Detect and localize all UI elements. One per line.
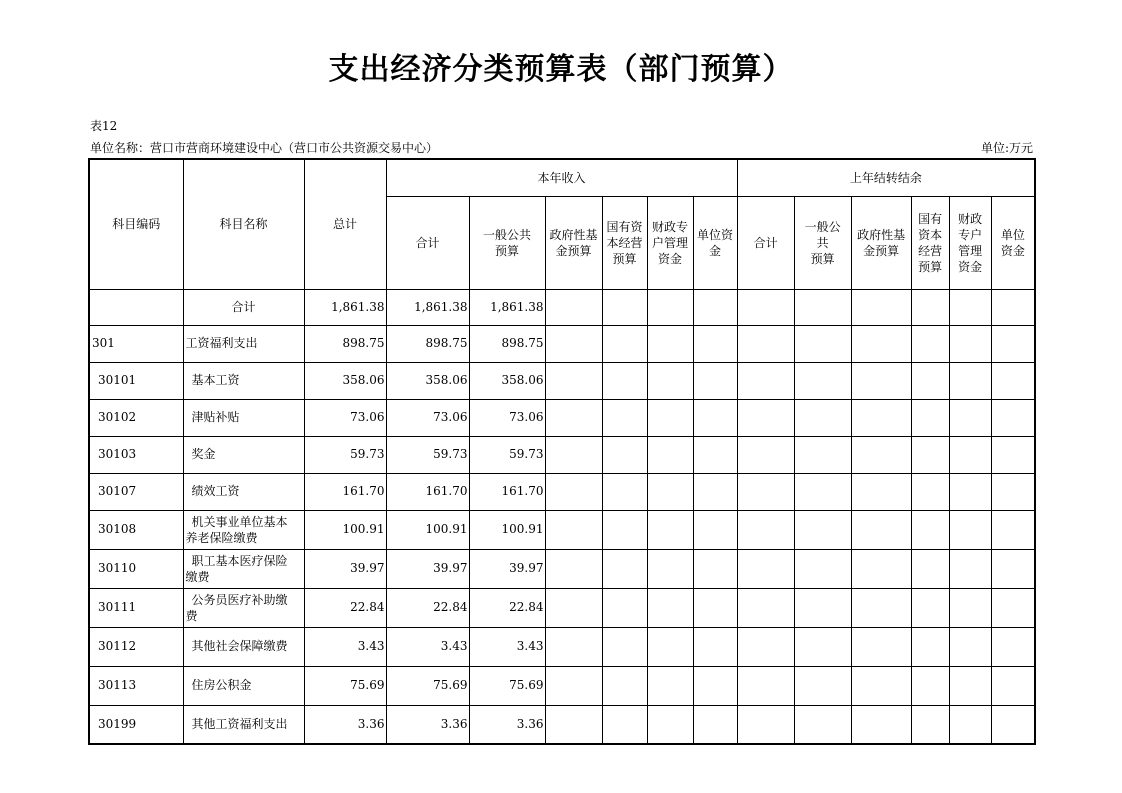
empty-cell [545,325,602,362]
row-heji: 898.75 [386,325,469,362]
empty-cell [949,399,991,436]
empty-cell [737,399,794,436]
table-row [89,510,1035,549]
table-row [89,399,1035,436]
empty-cell [911,627,949,666]
empty-cell [647,325,693,362]
empty-cell [949,666,991,705]
empty-cell [794,436,851,473]
empty-cell [911,325,949,362]
table-row [89,627,1035,666]
empty-cell [602,362,647,399]
empty-cell [991,436,1035,473]
row-code: 30107 [89,473,183,510]
row-general: 22.84 [469,588,545,627]
row-name: 其他工资福利支出 [183,705,304,744]
row-total: 75.69 [304,666,386,705]
empty-cell [545,627,602,666]
empty-cell [647,627,693,666]
empty-cell [911,549,949,588]
row-heji: 358.06 [386,362,469,399]
row-name: 住房公积金 [183,666,304,705]
empty-cell [737,666,794,705]
empty-cell [794,549,851,588]
empty-cell [911,588,949,627]
empty-cell [794,705,851,744]
header-income-unit-fund: 单位资 金 [693,196,737,289]
empty-cell [949,588,991,627]
empty-cell [911,510,949,549]
empty-cell [794,627,851,666]
unit-label: 单位:万元 [980,141,1033,155]
empty-cell [602,436,647,473]
row-code: 301 [89,325,183,362]
row-general: 358.06 [469,362,545,399]
table-row [89,666,1035,705]
empty-cell [737,325,794,362]
empty-cell [991,325,1035,362]
empty-cell [647,473,693,510]
empty-cell [851,399,911,436]
header-total: 总计 [304,159,386,289]
empty-cell [693,436,737,473]
empty-cell [991,705,1035,744]
empty-cell [545,588,602,627]
row-code: 30110 [89,549,183,588]
table-row [89,436,1035,473]
empty-cell [737,473,794,510]
header-income-state-capital: 国有资 本经营 预算 [602,196,647,289]
empty-cell [794,510,851,549]
header-carryover-unit-fund: 单位 资金 [991,196,1035,289]
empty-cell [602,588,647,627]
empty-cell [911,399,949,436]
header-carryover-state-capital: 国有 资本 经营 预算 [911,196,949,289]
empty-cell [545,549,602,588]
empty-cell [991,627,1035,666]
empty-cell [949,705,991,744]
empty-cell [693,362,737,399]
empty-cell [693,549,737,588]
empty-cell [949,510,991,549]
row-heji: 100.91 [386,510,469,549]
row-name: 绩效工资 [183,473,304,510]
empty-cell [737,436,794,473]
row-code: 30113 [89,666,183,705]
row-general: 39.97 [469,549,545,588]
row-heji: 161.70 [386,473,469,510]
row-heji: 75.69 [386,666,469,705]
empty-cell [602,399,647,436]
empty-cell [911,473,949,510]
empty-cell [949,549,991,588]
empty-cell [851,436,911,473]
row-total: 3.43 [304,627,386,666]
row-total: 59.73 [304,436,386,473]
header-income-fiscal: 财政专 户管理 资金 [647,196,693,289]
row-heji: 73.06 [386,399,469,436]
empty-cell [602,549,647,588]
row-total: 898.75 [304,325,386,362]
row-name: 职工基本医疗保险 缴费 [183,549,304,588]
empty-cell [911,666,949,705]
empty-cell [545,436,602,473]
empty-cell [545,666,602,705]
empty-cell [991,549,1035,588]
empty-cell [737,549,794,588]
table-row [89,473,1035,510]
unit-name: 单位名称：营口市营商环境建设中心（营口市公共资源交易中心） [90,141,439,155]
empty-cell [693,705,737,744]
empty-cell [949,627,991,666]
empty-cell [794,362,851,399]
empty-cell [911,436,949,473]
header-carryover: 上年结转结余 [737,159,1035,196]
header-carryover-heji: 合计 [737,196,794,289]
empty-cell [737,705,794,744]
empty-cell [794,473,851,510]
row-total: 161.70 [304,473,386,510]
row-general: 898.75 [469,325,545,362]
table-row [89,325,1035,362]
empty-cell [647,362,693,399]
row-heji: 22.84 [386,588,469,627]
empty-cell [693,399,737,436]
row-total: 39.97 [304,549,386,588]
row-general: 75.69 [469,666,545,705]
total-row [89,289,1035,325]
empty-cell [794,666,851,705]
table-row [89,549,1035,588]
row-code: 30199 [89,705,183,744]
empty-cell [949,325,991,362]
empty-cell [693,588,737,627]
table-row [89,588,1035,627]
empty-cell [693,510,737,549]
row-code: 30111 [89,588,183,627]
row-general: 161.70 [469,473,545,510]
budget-table [88,158,1036,745]
empty-cell [949,436,991,473]
empty-cell [545,510,602,549]
empty-cell [545,473,602,510]
empty-cell [737,588,794,627]
empty-cell [602,627,647,666]
header-carryover-gov-fund: 政府性基 金预算 [851,196,911,289]
empty-cell [602,473,647,510]
row-general: 59.73 [469,436,545,473]
empty-cell [693,325,737,362]
empty-cell [737,627,794,666]
row-name: 公务员医疗补助缴 费 [183,588,304,627]
empty-cell [991,588,1035,627]
empty-cell [602,705,647,744]
empty-cell [851,705,911,744]
row-heji: 3.43 [386,627,469,666]
empty-cell [737,362,794,399]
empty-cell [545,399,602,436]
empty-cell [545,705,602,744]
row-code: 30112 [89,627,183,666]
empty-cell [851,588,911,627]
empty-cell [647,399,693,436]
row-general: 73.06 [469,399,545,436]
row-code: 30101 [89,362,183,399]
empty-cell [911,362,949,399]
empty-cell [737,510,794,549]
empty-cell [647,510,693,549]
row-code: 30108 [89,510,183,549]
row-code: 30102 [89,399,183,436]
row-total: 73.06 [304,399,386,436]
empty-cell [851,362,911,399]
header-income-heji: 合计 [386,196,469,289]
empty-cell [647,436,693,473]
empty-cell [693,627,737,666]
empty-cell [851,510,911,549]
row-total: 22.84 [304,588,386,627]
empty-cell [991,666,1035,705]
empty-cell [693,473,737,510]
empty-cell [545,362,602,399]
empty-cell [911,705,949,744]
empty-cell [647,666,693,705]
total-label: 合计 [183,289,304,325]
empty-cell [693,666,737,705]
row-heji: 39.97 [386,549,469,588]
empty-cell [794,399,851,436]
header-income-gov-fund: 政府性基 金预算 [545,196,602,289]
empty-cell [794,325,851,362]
row-general: 3.36 [469,705,545,744]
empty-cell [851,549,911,588]
empty-cell [991,473,1035,510]
table-row [89,705,1035,744]
table-row [89,362,1035,399]
row-general: 3.43 [469,627,545,666]
empty-cell [991,510,1035,549]
empty-cell [602,666,647,705]
row-name: 其他社会保障缴费 [183,627,304,666]
empty-cell [851,666,911,705]
row-name: 奖金 [183,436,304,473]
total-total: 1,861.38 [304,289,386,325]
empty-cell [949,473,991,510]
empty-cell [602,325,647,362]
empty-cell [647,705,693,744]
total-general: 1,861.38 [469,289,545,325]
empty-cell [647,549,693,588]
row-code: 30103 [89,436,183,473]
row-total: 100.91 [304,510,386,549]
empty-cell [991,362,1035,399]
empty-cell [851,325,911,362]
empty-cell [991,399,1035,436]
row-name: 基本工资 [183,362,304,399]
header-carryover-fiscal: 财政 专户 管理 资金 [949,196,991,289]
empty-cell [647,588,693,627]
empty-cell [794,588,851,627]
row-name: 机关事业单位基本 养老保险缴费 [183,510,304,549]
row-name: 工资福利支出 [183,325,304,362]
empty-cell [851,627,911,666]
header-code: 科目编码 [89,159,183,289]
header-row-1 [89,159,1035,196]
row-heji: 59.73 [386,436,469,473]
header-current-year-income: 本年收入 [386,159,737,196]
row-general: 100.91 [469,510,545,549]
row-total: 3.36 [304,705,386,744]
header-carryover-general: 一般公 共 预算 [794,196,851,289]
header-name: 科目名称 [183,159,304,289]
row-total: 358.06 [304,362,386,399]
empty-cell [949,362,991,399]
row-name: 津贴补贴 [183,399,304,436]
empty-cell [851,473,911,510]
empty-cell [602,510,647,549]
total-heji: 1,861.38 [386,289,469,325]
table-number: 表12 [90,119,118,133]
row-heji: 3.36 [386,705,469,744]
page-title: 支出经济分类预算表（部门预算） [328,52,794,87]
header-income-general: 一般公共 预算 [469,196,545,289]
